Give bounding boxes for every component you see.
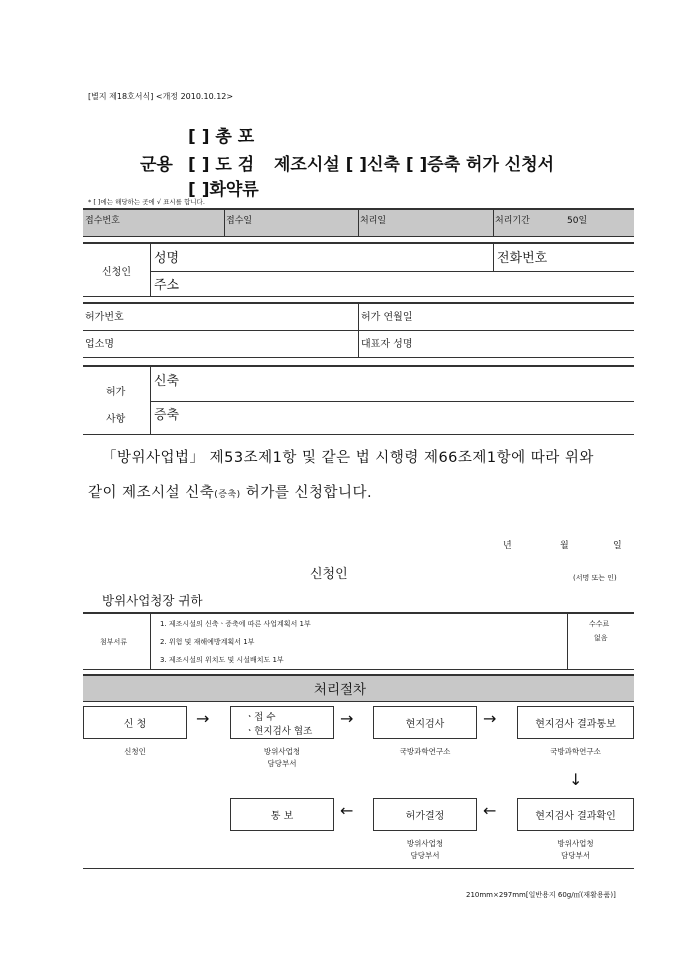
who-dapa-1b: 담당부서 xyxy=(267,759,297,768)
who-dapa-3a: 방위사업청 xyxy=(557,839,594,848)
step-inspection: 현지검사 xyxy=(373,706,477,739)
title-prefix: 군용 xyxy=(140,155,173,175)
paper-spec: 210mm×297mm[일반용지 60g/㎡(재활용품)] xyxy=(466,891,616,899)
fee-value: 없음 xyxy=(594,634,608,642)
statement-line-2 xyxy=(88,481,372,502)
receipt-number-label: 접수번호 xyxy=(85,216,120,226)
permit-matters-label-1: 허가 xyxy=(106,387,126,398)
process-date-label: 처리일 xyxy=(360,216,387,226)
checkbox-explosives[interactable]: [ ]화약류 xyxy=(188,180,259,200)
arrow-right-icon: → xyxy=(340,709,354,728)
attachment-item: 1. 제조시설의 신축ㆍ증축에 따른 사업계획서 1부 xyxy=(160,620,311,628)
statement-line-2b: 허가를 신청합니다. xyxy=(240,485,373,501)
business-name-field[interactable]: 업소명 xyxy=(85,339,114,350)
page-title: 제조시설 [ ]신축 [ ]증축 허가 신청서 xyxy=(274,155,555,175)
fee-label: 수수료 xyxy=(589,620,610,628)
step-receive xyxy=(230,706,334,739)
statement-line-1: 「방위사업법」 제53조제1항 및 같은 법 시행령 제66조제1항에 따라 위와 xyxy=(102,450,594,466)
step-permit-decision: 허가결정 xyxy=(373,798,477,831)
representative-field[interactable]: 대표자 성명 xyxy=(361,339,413,350)
process-period-value: 50일 xyxy=(567,216,588,226)
attachment-item: 3. 제조시설의 위치도 및 시설배치도 1부 xyxy=(160,656,284,664)
date-year: 년 xyxy=(503,541,512,551)
step-inspection-confirm: 현지검사 결과확인 xyxy=(517,798,634,831)
applicant-phone-field[interactable]: 전화번호 xyxy=(497,251,548,266)
statement-line-2-small: (증축) xyxy=(214,490,241,500)
step-inspection-notice: 현지검사 결과통보 xyxy=(517,706,634,739)
who-dapa-2a: 방위사업청 xyxy=(406,839,444,848)
permit-matters-label-2: 사항 xyxy=(106,414,126,425)
arrow-right-icon: → xyxy=(196,709,210,728)
who-dapa-2b: 담당부서 xyxy=(410,851,440,860)
who-add-2: 국방과학연구소 xyxy=(550,747,601,756)
process-period-label: 처리기간 xyxy=(495,216,530,226)
date-day: 일 xyxy=(613,541,622,551)
arrow-right-icon: → xyxy=(483,709,497,728)
checkbox-note: * [ ]에는 해당하는 곳에 √ 표시를 합니다. xyxy=(88,198,205,206)
arrow-left-icon: ← xyxy=(340,801,354,820)
checkbox-firearms[interactable]: [ ] 총 포 xyxy=(188,127,255,147)
attachment-item: 2. 위험 및 재해예방계획서 1부 xyxy=(160,638,255,646)
step-receive-b: ㆍ현지검사 협조 xyxy=(245,725,313,737)
recipient: 방위사업청장 귀하 xyxy=(102,593,203,608)
who-dapa-3b: 담당부서 xyxy=(561,851,590,860)
step-apply: 신 청 xyxy=(83,706,187,739)
extension-field[interactable]: 증축 xyxy=(154,408,180,423)
permit-number-field[interactable]: 허가번호 xyxy=(85,312,124,323)
signature-applicant: 신청인 xyxy=(310,567,348,582)
statement-line-2a: 같이 제조시설 신축 xyxy=(88,485,215,501)
applicant-address-field[interactable]: 주소 xyxy=(154,278,180,293)
arrow-left-icon: ← xyxy=(483,801,497,820)
receipt-date-label: 접수일 xyxy=(226,216,253,226)
attachments-label: 첨부서류 xyxy=(100,638,128,646)
applicant-name-field[interactable]: 성명 xyxy=(154,251,180,266)
signature-seal: (서명 또는 인) xyxy=(573,574,617,582)
form-number: [별지 제18호서식] <개정 2010.10.12> xyxy=(88,92,234,101)
who-applicant: 신청인 xyxy=(124,747,146,756)
date-month: 월 xyxy=(560,541,569,551)
arrow-down-icon: ↓ xyxy=(569,770,583,789)
who-add-1: 국방과학연구소 xyxy=(399,747,451,756)
procedure-title: 처리절차 xyxy=(313,682,367,698)
checkbox-swords[interactable]: [ ] 도 검 xyxy=(188,155,255,175)
new-build-field[interactable]: 신축 xyxy=(154,374,180,389)
applicant-label: 신청인 xyxy=(102,267,131,278)
who-dapa-1a: 방위사업청 xyxy=(263,747,301,756)
step-notify: 통 보 xyxy=(230,798,334,831)
permit-date-field[interactable]: 허가 연월일 xyxy=(361,312,413,323)
step-receive-a: ㆍ접 수 xyxy=(245,711,276,723)
